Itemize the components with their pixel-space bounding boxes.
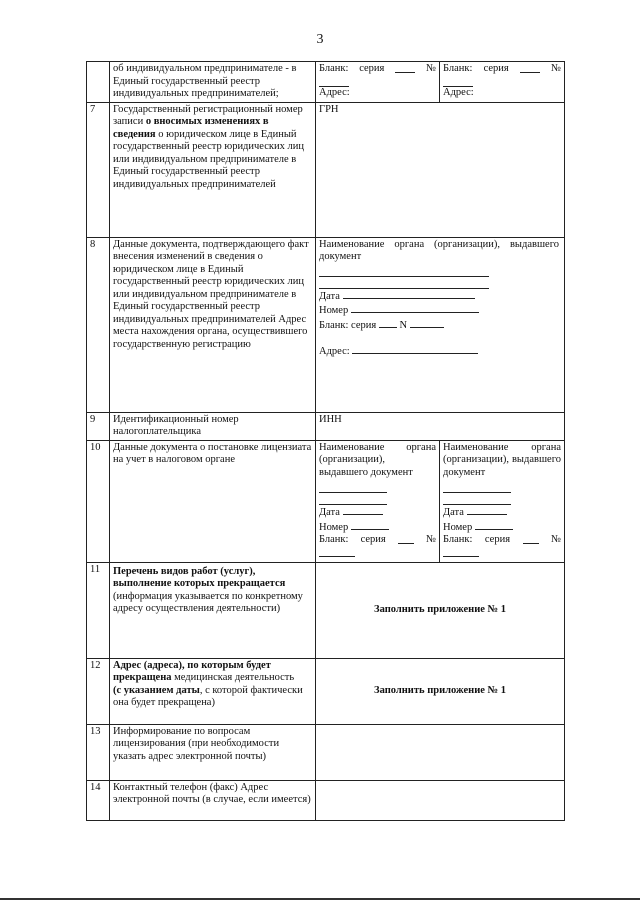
blank-number-field[interactable] bbox=[319, 547, 355, 557]
table-row-6-continued bbox=[87, 62, 565, 103]
address-label: Адрес: bbox=[443, 86, 474, 98]
table-row-9 bbox=[87, 412, 565, 440]
seria-field[interactable] bbox=[398, 534, 414, 544]
table-row-10 bbox=[87, 440, 565, 562]
table-row-8 bbox=[87, 237, 565, 412]
blank-seria-label: Бланк: серия bbox=[319, 319, 377, 331]
registration-document-cell[interactable] bbox=[316, 237, 565, 412]
seria-field[interactable] bbox=[523, 534, 539, 544]
issuing-organ-field-2[interactable] bbox=[443, 493, 511, 505]
table-row-14 bbox=[87, 780, 565, 820]
row-number: 9 bbox=[87, 412, 110, 440]
row-number: 13 bbox=[87, 724, 110, 780]
row-14-description: Контактный телефон (факс) Адрес электронной почты (в случае, если имеется) bbox=[110, 780, 316, 820]
number-field[interactable] bbox=[351, 520, 389, 530]
number-label: Номер bbox=[443, 521, 473, 533]
issuing-organ-label: Наименование органа (организации), выдавшего документ bbox=[319, 441, 436, 478]
row-6-blank-right[interactable] bbox=[440, 62, 565, 103]
address-field[interactable] bbox=[352, 344, 478, 354]
ogrn-value-cell[interactable] bbox=[316, 102, 565, 237]
table-row-11 bbox=[87, 562, 565, 658]
number-sign: № bbox=[425, 63, 436, 74]
date-label: Дата bbox=[319, 507, 340, 518]
date-field[interactable] bbox=[343, 289, 475, 299]
issuing-organ-label: Наименование органа (организации), выдавшего документ bbox=[443, 441, 561, 478]
number-field[interactable] bbox=[475, 520, 513, 530]
table-row-13 bbox=[87, 724, 565, 780]
blank-number-field[interactable] bbox=[410, 318, 444, 328]
row-7-description: Государственный регистрационный номер записи о вносимых изменениях в сведения о юридическом лице в Единый государственный реестр юридических лиц или индивидуальном предпринимателе в Единый государственный реестр индивидуальных предпринимателей bbox=[110, 102, 316, 237]
row-number-cell bbox=[87, 62, 110, 103]
address-label: Адрес: bbox=[319, 86, 350, 98]
seria-label: серия bbox=[360, 534, 386, 545]
table-row-7 bbox=[87, 102, 565, 237]
license-form-table bbox=[86, 61, 565, 821]
issuing-organ-label: Наименование органа (организации), выдавшего документ bbox=[319, 238, 559, 262]
seria-field[interactable] bbox=[395, 63, 415, 73]
blank-label: Бланк: bbox=[443, 534, 473, 545]
number-field[interactable] bbox=[351, 303, 479, 313]
number-sign: № bbox=[550, 63, 561, 74]
issuing-organ-field-2[interactable] bbox=[319, 277, 489, 289]
date-field[interactable] bbox=[343, 505, 383, 515]
issuing-organ-field[interactable] bbox=[319, 481, 387, 493]
issuing-organ-field[interactable] bbox=[319, 265, 489, 277]
inn-value-cell[interactable] bbox=[316, 412, 565, 440]
seria-label: серия bbox=[359, 63, 385, 74]
fill-appendix-1-cell[interactable]: Заполнить приложение № 1 bbox=[316, 562, 565, 658]
date-field[interactable] bbox=[467, 505, 507, 515]
contact-value-cell[interactable] bbox=[316, 780, 565, 820]
blank-label: Бланк: bbox=[319, 534, 349, 545]
row-number: 14 bbox=[87, 780, 110, 820]
n-label: N bbox=[399, 319, 408, 331]
row-number: 8 bbox=[87, 237, 110, 412]
date-label: Дата bbox=[443, 507, 464, 518]
number-field[interactable] bbox=[443, 77, 473, 87]
blank-label: Бланк: bbox=[443, 63, 473, 74]
row-8-description: Данные документа, подтверждающего факт внесения изменений в сведения о юридическом лице в Единый государственный реестр юридических лиц или индивидуальном предпринимателе в Единый государственный реестр индивидуальных предпринимателей Адрес места нахождения органа, осуществившего государственную регистрацию bbox=[110, 237, 316, 412]
issuing-organ-field[interactable] bbox=[443, 481, 511, 493]
row-11-description: Перечень видов работ (услуг), выполнение которых прекращается (информация указывается по конкретному адресу осуществления деятельности) bbox=[110, 562, 316, 658]
ogrn-label: ГРН bbox=[319, 103, 339, 115]
row-number: 12 bbox=[87, 658, 110, 724]
number-sign: № bbox=[550, 534, 561, 545]
blank-label: Бланк: bbox=[319, 63, 349, 74]
number-sign: № bbox=[425, 534, 436, 545]
seria-label: серия bbox=[484, 534, 511, 545]
number-label: Номер bbox=[319, 305, 349, 316]
row-10-description: Данные документа о постановке лицензиата на учет в налоговом органе bbox=[110, 440, 316, 562]
email-info-value-cell[interactable] bbox=[316, 724, 565, 780]
table-row-12 bbox=[87, 658, 565, 724]
fill-appendix-1-cell[interactable]: Заполнить приложение № 1 bbox=[316, 658, 565, 724]
row-number: 11 bbox=[87, 562, 110, 658]
number-label: Номер bbox=[319, 521, 349, 533]
address-label: Адрес: bbox=[319, 346, 350, 357]
seria-label: серия bbox=[483, 63, 509, 74]
tax-document-left[interactable] bbox=[316, 440, 440, 562]
tax-document-right[interactable] bbox=[440, 440, 565, 562]
seria-field[interactable] bbox=[520, 63, 540, 73]
issuing-organ-field-2[interactable] bbox=[319, 493, 387, 505]
inn-label: ИНН bbox=[319, 413, 342, 425]
row-number: 10 bbox=[87, 440, 110, 562]
number-field[interactable] bbox=[319, 77, 349, 87]
row-12-description: Адрес (адреса), по которым будет прекращена медицинская деятельность (с указанием даты, с которой фактически она будет прекращена) bbox=[110, 658, 316, 724]
date-label: Дата bbox=[319, 290, 340, 302]
seria-field[interactable] bbox=[379, 318, 397, 328]
blank-number-field[interactable] bbox=[443, 547, 479, 557]
row-6-blank-left[interactable] bbox=[316, 62, 440, 103]
page-number: 3 bbox=[316, 32, 324, 47]
row-9-description: Идентификационный номер налогоплательщика bbox=[110, 412, 316, 440]
row-number: 7 bbox=[87, 102, 110, 237]
row-13-description: Информирование по вопросам лицензирования (при необходимости указать адрес электронной почты) bbox=[110, 724, 316, 780]
page-bottom-edge bbox=[0, 898, 640, 900]
row-6-description: об индивидуальном предпринимателе - в Единый государственный реестр индивидуальных предпринимателей; bbox=[110, 62, 316, 103]
